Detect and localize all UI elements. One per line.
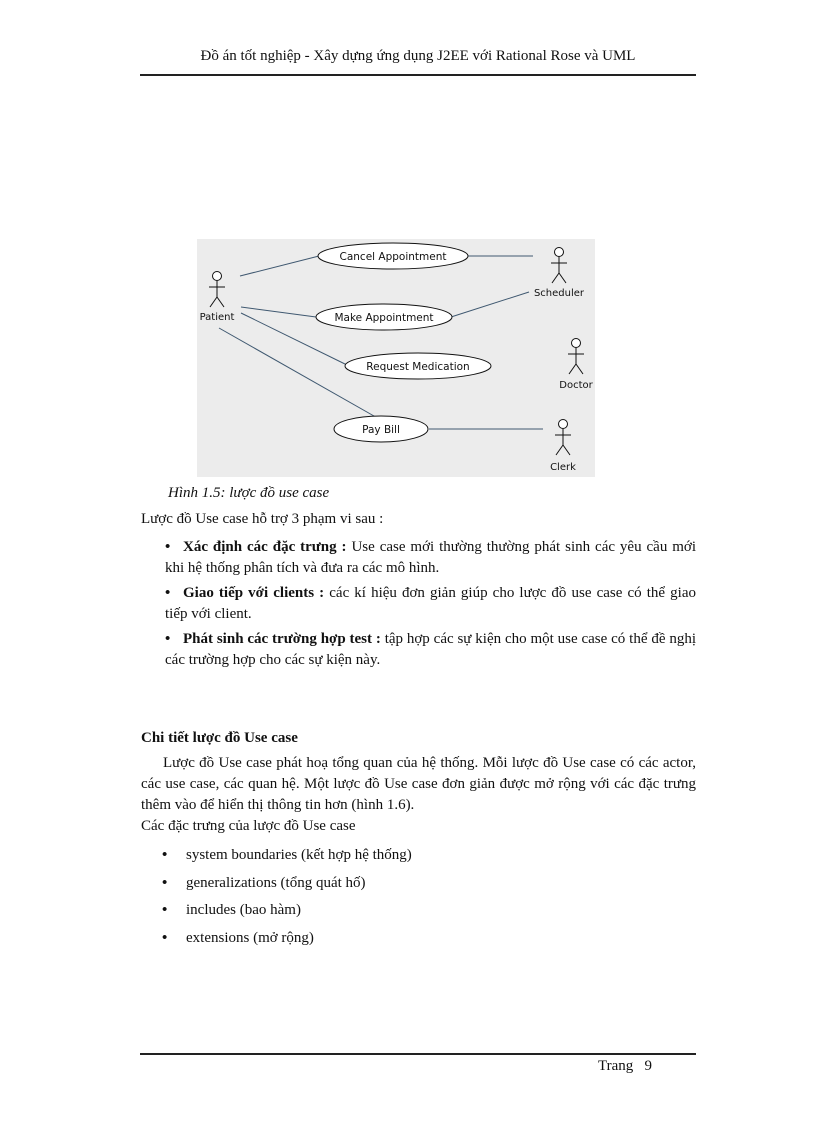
feature-label: Giao tiếp với clients : [183, 585, 325, 601]
page-header: Đồ án tốt nghiệp - Xây dựng ứng dụng J2EE với Rational Rose và UML [200, 48, 636, 64]
feature-label: Phát sinh các trường hợp test : [183, 631, 381, 647]
intro-text: Lược đồ Use case hỗ trợ 3 phạm vi sau : [141, 511, 384, 527]
actor-scheduler [551, 248, 567, 284]
list-intro: Các đặc trưng của lược đồ Use case [141, 818, 356, 834]
feature-text: Use case mới thường thường phát sinh các yêu cầu mới khi hệ thống phân tích và đưa ra các mô hình. [165, 539, 696, 576]
bullet-icon: • [165, 585, 171, 601]
usecase-label-request-medication: Request Medication [366, 361, 470, 373]
feature-bullet [165, 537, 696, 579]
actor-label-clerk: Clerk [550, 462, 576, 473]
feature-label: Xác định các đặc trưng : [183, 539, 347, 555]
use-case-diagram [197, 239, 595, 477]
bullet-icon: • [165, 631, 171, 647]
actor-label-doctor: Doctor [559, 380, 593, 391]
list-item: • extensions (mở rộng) [162, 928, 412, 956]
list-item: • system boundaries (kết hợp hệ thống) [162, 845, 412, 873]
feature-bullet [165, 583, 696, 625]
features-list [162, 845, 412, 955]
bullet-icon: • [165, 539, 171, 555]
bullet-icon: • [162, 847, 168, 863]
feature-text: tập hợp các sự kiện cho một use case có thể đề nghị các trường hợp cho các sự kiện này. [165, 631, 696, 668]
page-number: Trang 9 [598, 1058, 653, 1074]
footer-rule [140, 1053, 696, 1055]
usecase-label-make-appointment: Make Appointment [334, 312, 434, 324]
actor-doctor [568, 339, 584, 375]
actor-label-patient: Patient [199, 312, 235, 323]
actor-label-scheduler: Scheduler [533, 288, 585, 299]
usecase-label-pay-bill: Pay Bill [362, 424, 400, 436]
feature-text: các kí hiệu đơn giản giúp cho lược đồ use case có thể giao tiếp với client. [165, 585, 696, 622]
usecase-label-cancel-appointment: Cancel Appointment [339, 251, 447, 263]
bullet-icon: • [162, 874, 168, 891]
bullet-icon: • [162, 929, 168, 946]
feature-bullet [165, 629, 696, 671]
list-item: • generalizations (tổng quát hố) [162, 873, 412, 901]
figure-caption: Hình 1.5: lược đồ use case [168, 485, 330, 501]
section-heading: Chi tiết lược đồ Use case [141, 730, 298, 746]
header-rule [140, 74, 696, 76]
actor-patient [209, 272, 225, 308]
list-item: • includes (bao hàm) [162, 900, 412, 928]
actor-clerk [555, 420, 571, 456]
bullet-icon: • [162, 902, 168, 918]
section-paragraph: Lược đồ Use case phát hoạ tổng quan của hệ thống. Mỗi lược đồ Use case có các actor, các use case, các quan hệ. Một lược đồ Use case đơn giản được mở rộng với các đặc trưng thêm vào để hiển thị thông tin hơn (hình 1.6). [141, 755, 696, 813]
